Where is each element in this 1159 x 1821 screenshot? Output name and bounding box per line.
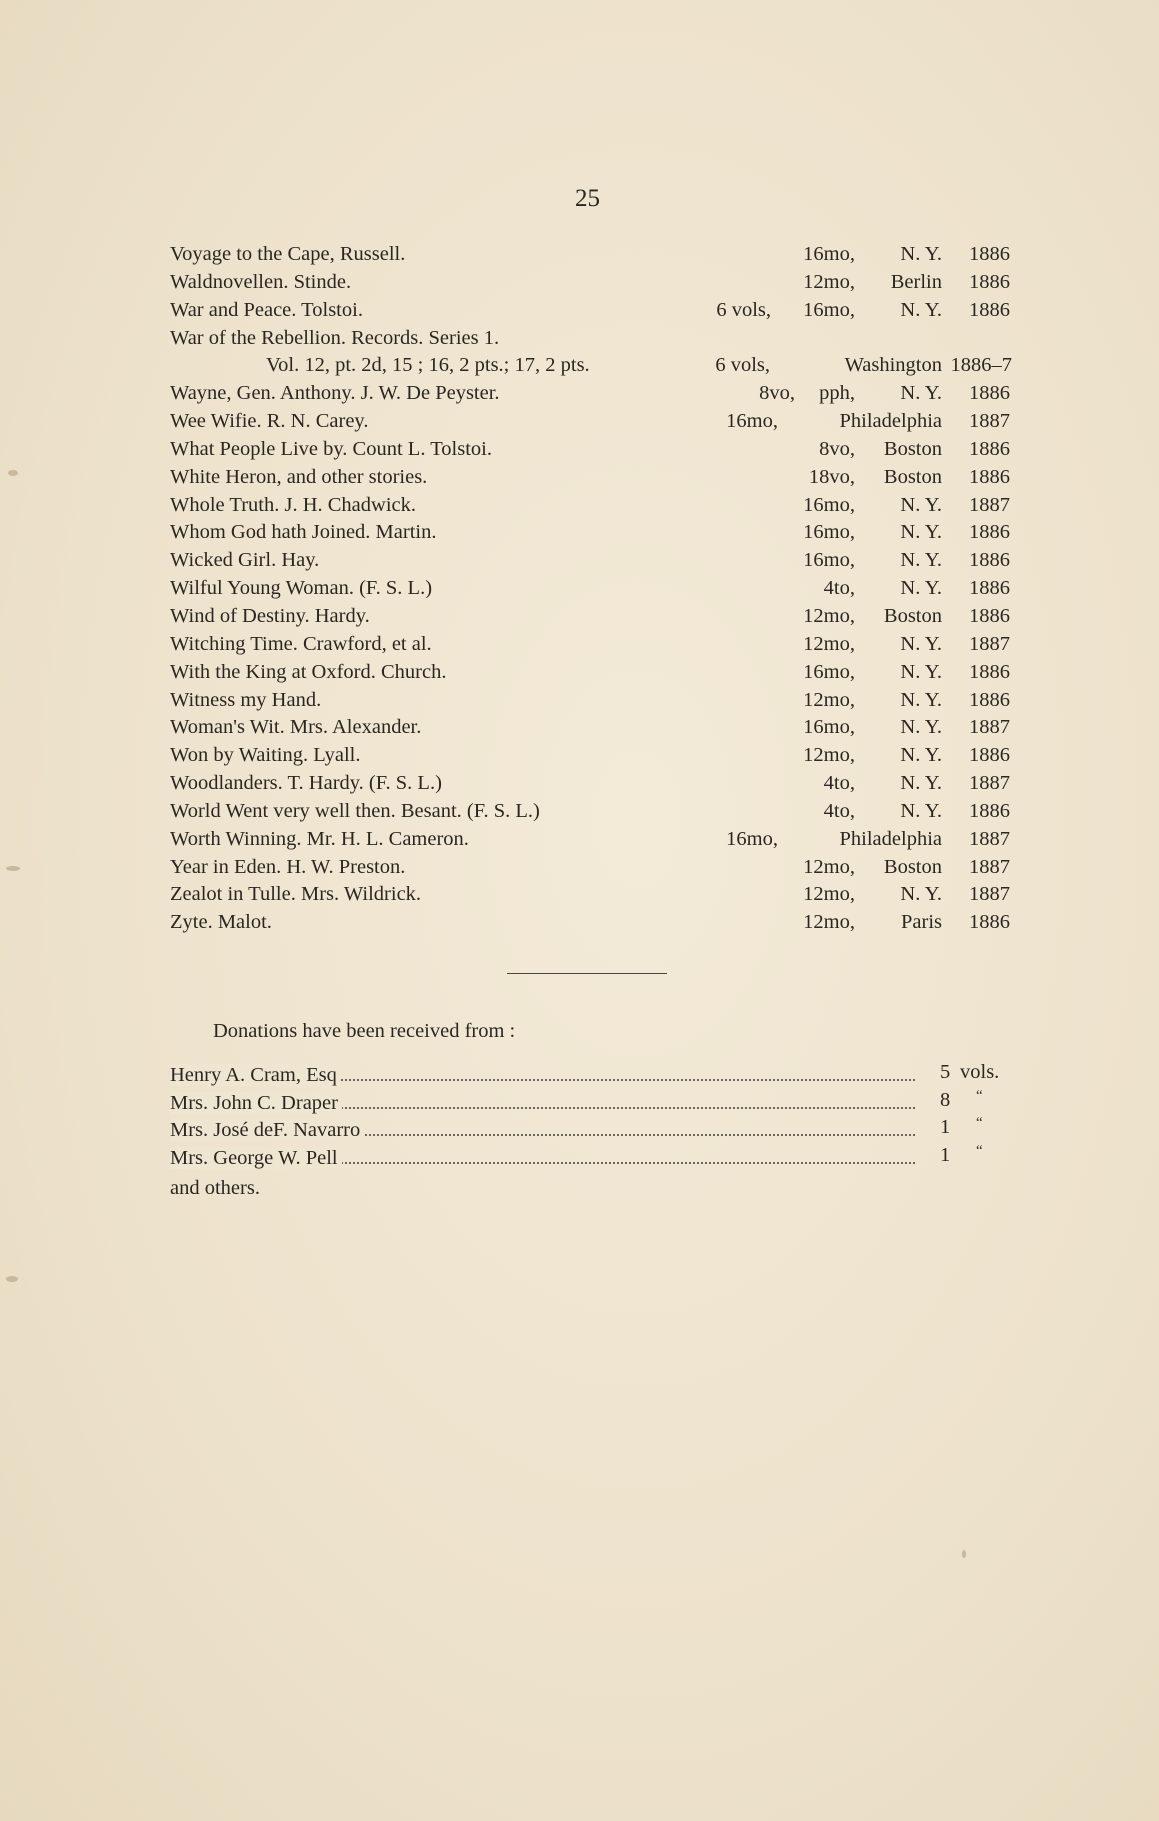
donation-count: 1: [940, 1116, 951, 1138]
catalog-title: Vol. 12, pt. 2d, 15 ; 16, 2 pts.; 17, 2 pts.: [266, 354, 590, 377]
donations-heading: Donations have been received from :: [213, 1020, 516, 1042]
catalog-year: 1886: [969, 465, 1010, 488]
catalog-title: Wicked Girl. Hay.: [170, 549, 320, 572]
catalog-row: [170, 716, 1010, 744]
paper-speck: [6, 866, 20, 871]
catalog-vols: 16mo,: [726, 410, 778, 433]
catalog-place: N. Y.: [900, 382, 942, 405]
catalog-row: [170, 243, 1010, 271]
donation-count: 1: [940, 1143, 951, 1166]
catalog-title: Waldnovellen. Stinde.: [170, 270, 352, 293]
catalog-size: 12mo,: [803, 883, 855, 906]
catalog-title: Witness my Hand.: [170, 688, 322, 711]
catalog-title: White Heron, and other stories.: [170, 465, 428, 488]
catalog-year: 1887: [969, 493, 1010, 516]
catalog-year: 1886: [969, 799, 1010, 822]
donor-name: Mrs. John C. Draper: [170, 1092, 342, 1114]
catalog-row: [170, 494, 1010, 522]
catalog-row: [170, 382, 1010, 410]
donation-count: 5: [940, 1061, 951, 1083]
catalog-title: Whom God hath Joined. Martin.: [170, 521, 437, 544]
catalog-row: [170, 438, 1010, 466]
catalog-row: [170, 744, 1010, 772]
catalog-place: Boston: [883, 855, 942, 878]
catalog-year: 1886: [969, 911, 1010, 934]
catalog-place: N. Y.: [900, 799, 942, 822]
catalog-row: [170, 800, 1010, 828]
catalog-size: 12mo,: [803, 632, 855, 655]
catalog-row: [170, 577, 1010, 605]
catalog-place: N. Y.: [900, 716, 942, 739]
catalog-row: [170, 354, 1010, 382]
catalog-year: 1886: [969, 243, 1010, 265]
catalog-year: 1886: [969, 604, 1010, 627]
catalog-year: 1886: [969, 521, 1010, 544]
catalog-size: 4to,: [823, 577, 855, 600]
catalog-place: N. Y.: [900, 243, 942, 265]
catalog-year: 1886: [969, 577, 1010, 600]
donor-name-wrap: [170, 1092, 342, 1115]
catalog-title: With the King at Oxford. Church.: [170, 660, 447, 683]
catalog-size: 16mo,: [803, 493, 855, 516]
catalog-place: N. Y.: [900, 688, 942, 711]
paper-speck: [8, 470, 18, 476]
catalog-row: [170, 549, 1010, 577]
section-divider: [507, 973, 667, 974]
donor-name-wrap: [170, 1064, 341, 1087]
catalog-place: Boston: [883, 465, 942, 488]
catalog-row: [170, 883, 1010, 911]
catalog-year: 1886: [969, 744, 1010, 767]
catalog-row: [170, 633, 1010, 661]
catalog-row: [170, 327, 1010, 355]
catalog-title: Wilful Young Woman. (F. S. L.): [170, 577, 433, 600]
catalog-size: 16mo,: [803, 243, 855, 265]
catalog-year: 1887: [969, 883, 1010, 906]
catalog-title: Woman's Wit. Mrs. Alexander.: [170, 716, 422, 739]
catalog-year: 1886: [969, 549, 1010, 572]
catalog-place: Paris: [901, 911, 942, 934]
catalog-size: 16mo,: [803, 298, 855, 321]
catalog-place: Washington: [844, 354, 942, 377]
catalog-row: [170, 911, 1010, 939]
catalog-title: World Went very well then. Besant. (F. S. L.): [170, 799, 540, 822]
catalog-size: 12mo,: [803, 855, 855, 878]
catalog-title: Wind of Destiny. Hardy.: [170, 604, 370, 627]
catalog-title: Voyage to the Cape, Russell.: [170, 243, 406, 265]
catalog-year: 1886: [969, 660, 1010, 683]
catalog-size: 12mo,: [803, 604, 855, 627]
catalog-place: N. Y.: [900, 772, 942, 795]
donation-row: [170, 1087, 1010, 1120]
catalog-vols: 16mo,: [726, 827, 778, 850]
catalog-place: N. Y.: [900, 883, 942, 906]
donation-row: [170, 1142, 1010, 1175]
catalog-row: [170, 410, 1010, 438]
catalog-place: Philadelphia: [839, 410, 942, 433]
paper-speck: [962, 1550, 966, 1558]
catalog-year: 1886: [969, 688, 1010, 711]
catalog-year: 1886: [969, 298, 1010, 321]
catalog-year: 1887: [969, 716, 1010, 739]
catalog-title: Zyte. Malot.: [170, 911, 272, 934]
catalog-title: Worth Winning. Mr. H. L. Cameron.: [170, 827, 469, 850]
catalog-title: Zealot in Tulle. Mrs. Wildrick.: [170, 883, 422, 906]
catalog-size: 12mo,: [803, 270, 855, 293]
catalog-year: 1887: [969, 632, 1010, 655]
donations-footer: and others.: [170, 1177, 260, 1199]
catalog-year: 1886: [969, 270, 1010, 293]
page-number: 25: [575, 185, 600, 212]
donor-name: Henry A. Cram, Esq: [170, 1064, 341, 1086]
catalog-row: [170, 828, 1010, 856]
paper-speck: [6, 1276, 18, 1282]
catalog-size: 4to,: [823, 772, 855, 795]
catalog-place: Philadelphia: [839, 827, 942, 850]
catalog-vols: 6 vols,: [715, 354, 770, 377]
catalog-row: [170, 661, 1010, 689]
catalog-title: War and Peace. Tolstoi.: [170, 298, 363, 321]
catalog-row: [170, 299, 1010, 327]
catalog-title: War of the Rebellion. Records. Series 1.: [170, 326, 500, 349]
donor-name: Mrs. George W. Pell: [170, 1147, 342, 1169]
donation-unit: vols.: [960, 1061, 1000, 1083]
catalog-title: Wee Wifie. R. N. Carey.: [170, 410, 369, 433]
catalog-place: N. Y.: [900, 298, 942, 321]
catalog-title: Won by Waiting. Lyall.: [170, 744, 361, 767]
donor-name: Mrs. José deF. Navarro: [170, 1119, 364, 1141]
catalog-row: [170, 689, 1010, 717]
catalog-title: Year in Eden. H. W. Preston.: [170, 855, 406, 878]
catalog-year: 1886: [969, 382, 1010, 405]
catalog-year: 1887: [969, 410, 1010, 433]
catalog-place: N. Y.: [900, 744, 942, 767]
catalog-title: Whole Truth. J. H. Chadwick.: [170, 493, 416, 516]
catalog-size: 16mo,: [803, 716, 855, 739]
catalog-title: What People Live by. Count L. Tolstoi.: [170, 437, 492, 460]
donation-unit: “: [976, 1087, 983, 1104]
catalog-place: Boston: [883, 604, 942, 627]
catalog-year: 1887: [969, 855, 1010, 878]
catalog-title: Witching Time. Crawford, et al.: [170, 632, 432, 655]
donation-unit: “: [976, 1115, 983, 1131]
catalog-vols: 6 vols,: [716, 298, 771, 321]
donation-row: [170, 1115, 1010, 1147]
catalog-year: 1886: [969, 437, 1010, 460]
catalog-year: 1887: [969, 827, 1010, 850]
catalog-title: Woodlanders. T. Hardy. (F. S. L.): [170, 772, 442, 795]
catalog-size: 12mo,: [803, 688, 855, 711]
catalog-row: [170, 521, 1010, 549]
catalog-place: Berlin: [890, 270, 942, 293]
catalog-size: 18vo,: [808, 465, 855, 488]
catalog-place: N. Y.: [900, 493, 942, 516]
catalog-size: 12mo,: [803, 744, 855, 767]
donation-row: [170, 1061, 1010, 1092]
catalog-list: [170, 243, 1010, 939]
donation-unit: “: [976, 1142, 983, 1159]
catalog-size: 8vo,: [819, 437, 855, 460]
catalog-place: Boston: [883, 437, 942, 460]
catalog-vols: 8vo,: [759, 382, 795, 405]
catalog-size: 16mo,: [803, 549, 855, 572]
catalog-size: 16mo,: [803, 660, 855, 683]
catalog-size: 12mo,: [803, 911, 855, 934]
catalog-place: N. Y.: [900, 521, 942, 544]
catalog-place: N. Y.: [900, 660, 942, 683]
catalog-place: N. Y.: [900, 632, 942, 655]
catalog-row: [170, 856, 1010, 884]
catalog-place: N. Y.: [900, 549, 942, 572]
catalog-title: Wayne, Gen. Anthony. J. W. De Peyster.: [170, 382, 500, 405]
catalog-size: 4to,: [823, 799, 855, 822]
donor-name-wrap: [170, 1119, 364, 1142]
donor-name-wrap: [170, 1147, 342, 1170]
donation-count: 8: [940, 1088, 951, 1111]
catalog-row: [170, 466, 1010, 494]
catalog-row: [170, 271, 1010, 299]
donations-list: [170, 1061, 1010, 1174]
catalog-size: 16mo,: [803, 521, 855, 544]
catalog-size: pph,: [819, 382, 855, 405]
catalog-row: [170, 772, 1010, 800]
catalog-year: 1887: [969, 772, 1010, 795]
catalog-row: [170, 605, 1010, 633]
catalog-place: N. Y.: [900, 577, 942, 600]
catalog-year: 1886–7: [950, 354, 1012, 377]
